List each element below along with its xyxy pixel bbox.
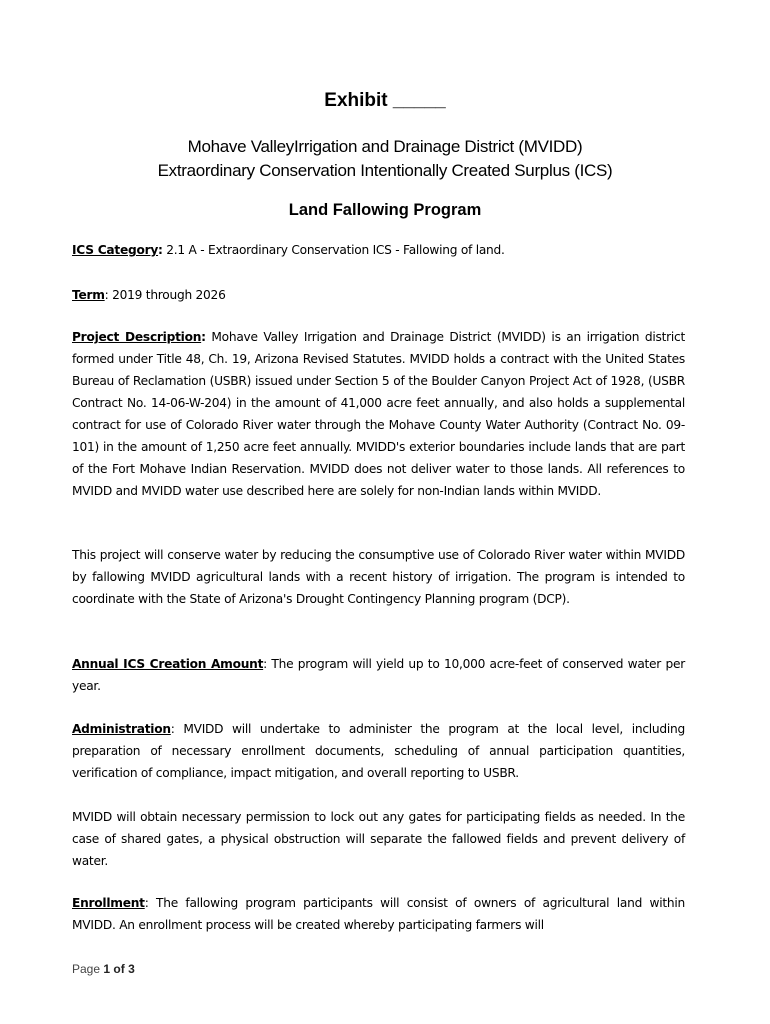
conservation-text: This project will conserve water by reducing the consumptive use of Colorado River water within MVIDD by fallowing MVIDD agricultural lands with a recent history of irrigation. The program is intended to coordinate with the State of Arizona's Drought Contingency Planning program (DCP). [72,548,685,606]
page-of-word: of [113,962,125,976]
gates-text: MVIDD will obtain necessary permission to lock out any gates for participating fields as needed. In the case of shared gates, a physical obstruction will separate the fallowed fields and prevent delivery of water. [72,810,685,868]
administration-paragraph [72,718,685,784]
administration-label: Administration [72,722,171,736]
term-text: : 2019 through 2026 [104,288,226,302]
annual-ics-text: : The program will yield up to 10,000 acre-feet of conserved water per year. [72,657,685,693]
administration-text: : MVIDD will undertake to administer the program at the local level, including preparation of necessary enrollment documents, scheduling of annual participation quantities, verification of compliance, impact mitigation, and overall reporting to USBR. [72,722,685,780]
page-total: 3 [128,962,135,976]
exhibit-heading: Exhibit _____ [324,90,446,111]
project-description-colon: : [201,330,206,344]
page-word: Page [72,962,101,976]
ics-category-paragraph [72,239,685,261]
conservation-paragraph [72,544,685,610]
page-number-footer [72,962,135,976]
gates-paragraph [72,806,685,872]
enrollment-paragraph [72,892,685,936]
ics-category-colon: : [158,243,163,257]
term-label: Term [72,288,105,302]
annual-ics-paragraph [72,653,685,697]
project-description-paragraph [72,326,685,502]
enrollment-label: Enrollment [72,896,145,910]
term-paragraph [72,284,685,306]
annual-ics-label: Annual ICS Creation Amount [72,657,264,671]
page-current: 1 [103,962,111,976]
ics-category-label: ICS Category [72,243,159,257]
project-description-text: Mohave Valley Irrigation and Drainage District (MVIDD) is an irrigation district formed under Title 48, Ch. 19, Arizona Revised Statutes. MVIDD holds a contract with the United States Bureau of Reclamation (USBR) issued under Section 5 of the Boulder Canyon Project Act of 1928, (USBR Contract No. 14-06-W-204) in the amount of 41,000 acre feet annually, and also holds a supplemental contract for use of Colorado River water through the Mohave County Water Authority (Contract No. 09-101) in the amount of 1,250 acre feet annually. MVIDD's exterior boundaries include lands that are part of the Fort Mohave Indian Reservation. MVIDD does not deliver water to those lands. All references to MVIDD and MVIDD water use described here are solely for non-Indian lands within MVIDD. [72,330,685,498]
ics-title: Extraordinary Conservation Intentionally Created Surplus (ICS) [157,161,613,180]
project-description-label: Project Description [72,330,202,344]
district-title: Mohave ValleyIrrigation and Drainage District (MVIDD) [187,137,583,156]
enrollment-text: : The fallowing program participants will consist of owners of agricultural land within MVIDD. An enrollment process will be created whereby participating farmers will [72,896,685,932]
ics-category-text: 2.1 A - Extraordinary Conservation ICS - Fallowing of land. [162,243,505,257]
program-title: Land Fallowing Program [288,201,482,219]
